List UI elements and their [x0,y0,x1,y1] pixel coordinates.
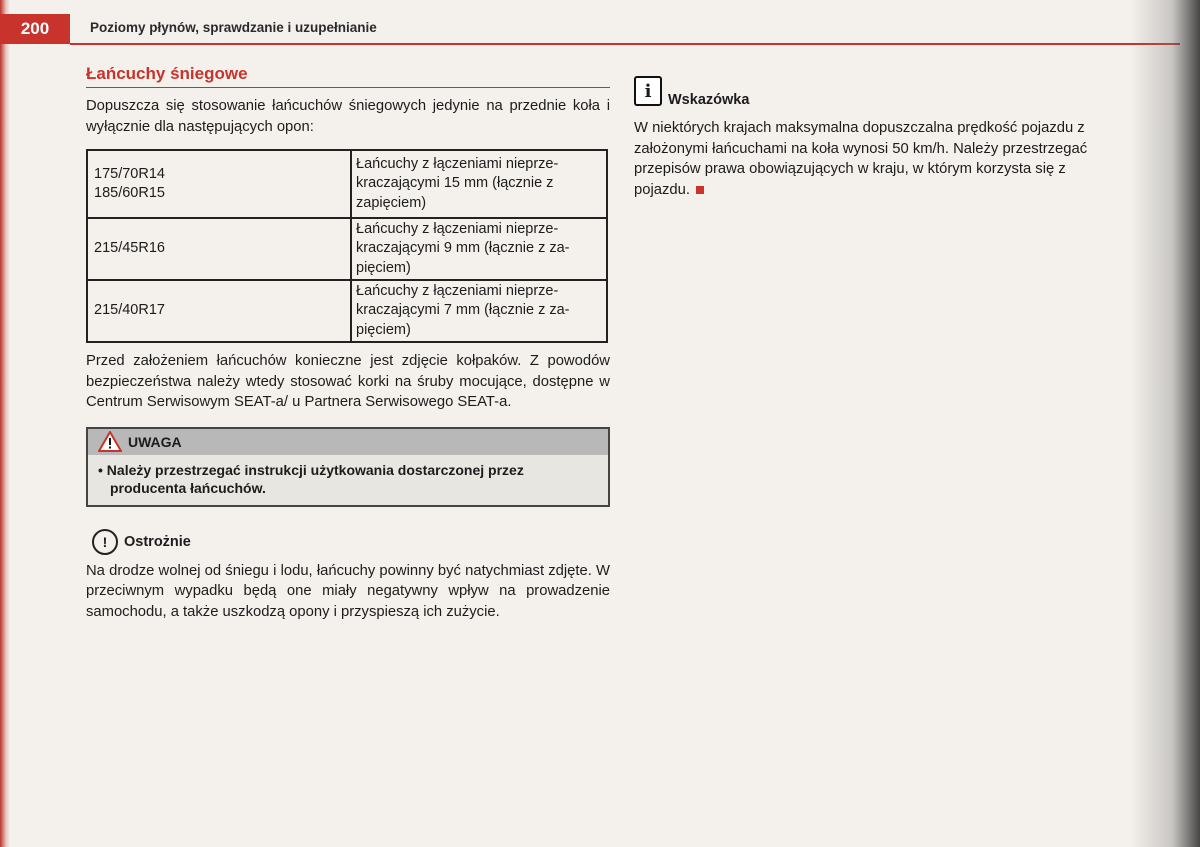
warning-line: Należy przestrzegać instrukcji użytkowania dostarczonej przez [106,461,524,478]
intro-paragraph: Dopuszcza się stosowanie łańcuchów śniegowych jedynie na przednie koła i wyłącznie dla następujących opon: [86,98,610,135]
caution-circle-icon: ! [92,529,118,555]
table-row [87,280,607,342]
running-header: Poziomy płynów, sprawdzanie i uzupełnianie [90,20,377,35]
note-header [634,76,1154,106]
table-row [87,150,607,218]
chain-spec-line: kraczającymi 15 mm (łącznie z [356,175,554,192]
caution-header [86,529,610,555]
bullet: • [98,461,103,478]
left-column [86,64,610,622]
info-icon: i [634,76,662,106]
warning-text [88,455,608,505]
tyre-cell [87,150,351,218]
chain-cell [351,150,607,218]
note-line: W niektórych krajach maksymalna dopuszczalna prędkość pojazdu z [634,120,1085,136]
note-line: przepisów prawa obowiązujących w kraju, w którym korzysta się z [634,161,1066,177]
chain-spec-line: pięciem) [356,259,411,276]
note-label: Wskazówka [668,92,750,108]
chain-spec-line: kraczającymi 7 mm (łącznie z za- [356,302,570,319]
chain-spec-line: Łańcuchy z łączeniami nieprze- [356,155,559,172]
chain-spec-line: Łańcuchy z łączeniami nieprze- [356,282,559,299]
end-marker [696,186,704,194]
note-line: założonymi łańcuchami na koła wynosi 50 km/h. Należy przestrzegać [634,140,1088,157]
tyre-size: 175/70R14 [94,165,165,182]
chain-spec-line: zapięciem) [356,194,427,211]
section-title: Łańcuchy śniegowe [86,64,610,88]
tyre-table [86,149,608,343]
chain-spec-line: kraczającymi 9 mm (łącznie z za- [356,240,570,257]
tyre-cell [87,280,351,342]
warning-label: UWAGA [128,433,182,450]
table-row [87,218,607,280]
note-line: pojazdu. [634,181,690,198]
caution-paragraph: Na drodze wolnej od śniegu i lodu, łańcuchy powinny być natychmiast zdjęte. W przeciwnym wypadku będą one miały negatywny wpływ na prowadzenie samochodu, a także uszkodzą opony i przyspieszą ich zużycie. [86,562,610,620]
page-number: 200 [0,14,70,44]
caution-label: Ostrożnie [124,533,191,550]
tyre-size: 215/45R16 [94,240,165,257]
chain-cell [351,218,607,280]
tyre-size: 215/40R17 [94,302,165,319]
page-edge [0,0,10,847]
chain-cell [351,280,607,342]
warning-triangle-icon [98,431,122,452]
hubcap-paragraph: Przed założeniem łańcuchów konieczne jest zdjęcie kołpaków. Z powodów bezpieczeństwa należy wtedy stosować korki na śruby mocujące, dostępne w Centrum Serwisowym SEAT-a/ u Partnera Serwisowego SEAT-a. [86,353,610,410]
tyre-size: 185/60R15 [94,185,165,201]
note-text [634,118,1154,200]
binding-shadow [1130,0,1200,847]
chain-spec-line: Łańcuchy z łączeniami nieprze- [356,220,559,237]
warning-line: producenta łańcuchów. [110,479,266,496]
header-rule [70,43,1180,45]
warning-header [88,429,608,455]
right-column [634,76,1154,200]
chain-spec-line: pięciem) [356,321,411,338]
warning-box [86,427,610,507]
tyre-cell [87,218,351,280]
